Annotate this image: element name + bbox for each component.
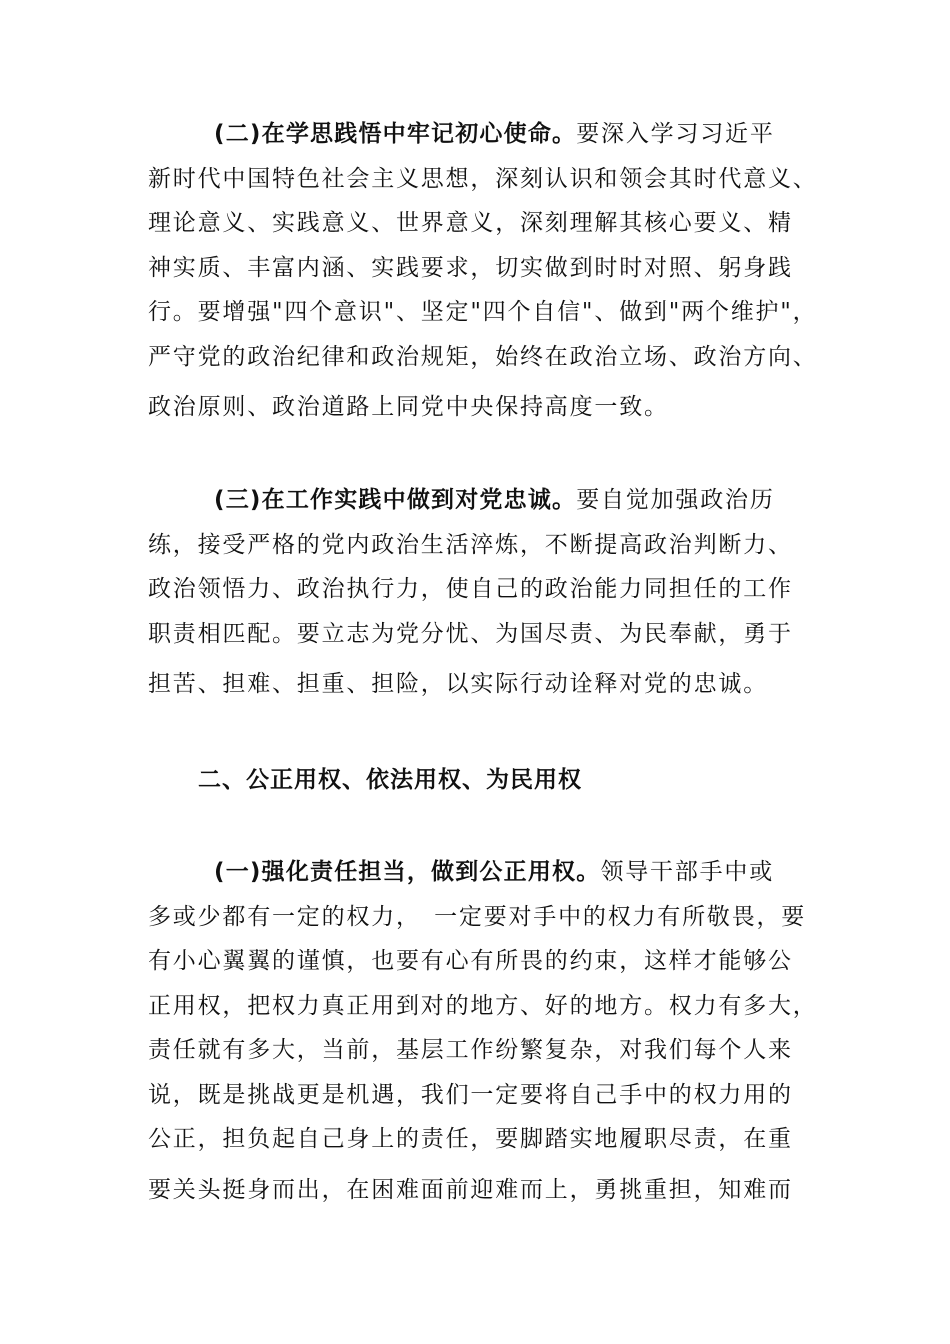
paragraph-line: 神实质、丰富内涵、实践要求，切实做到时时对照、躬身践 bbox=[148, 254, 793, 281]
paragraph-lead: (一)强化责任担当，做到公正用权。 bbox=[214, 859, 601, 885]
paragraph-line: 行。要增强"四个意识"、坚定"四个自信"、做到"两个维护"， bbox=[148, 299, 818, 325]
paragraph-lead: (二)在学思践悟中牢记初心使命。 bbox=[214, 121, 577, 147]
paragraph-line: 担苦、担难、担重、担险，以实际行动诠释对党的忠诚。 bbox=[148, 671, 768, 697]
section-heading: 二、公正用权、依法用权、为民用权 bbox=[198, 767, 582, 793]
paragraph-line: 职责相匹配。要立志为党分忧、为国尽责、为民奉献，勇于 bbox=[148, 620, 793, 647]
paragraph-section-1 bbox=[148, 850, 818, 1212]
paragraph-line: (二)在学思践悟中牢记初心使命。要深入学习习近平 bbox=[214, 121, 775, 147]
paragraph-line: 多或少都有一定的权力， 一定要对手中的权力有所敬畏，要 bbox=[148, 903, 807, 930]
paragraph-line: 公正，担负起自己身上的责任，要脚踏实地履职尽责，在重 bbox=[148, 1126, 793, 1152]
paragraph-section-2 bbox=[148, 112, 818, 430]
paragraph-line: 严守党的政治纪律和政治规矩，始终在政治立场、政治方向、 bbox=[148, 343, 818, 370]
paragraph-lead: (三)在工作实践中做到对党忠诚。 bbox=[214, 487, 577, 513]
paragraph-line: 正用权，把权力真正用到对的地方、好的地方。权力有多大， bbox=[148, 992, 818, 1019]
paragraph-line: (三)在工作实践中做到对党忠诚。要自觉加强政治历 bbox=[214, 487, 775, 513]
paragraph-line: 理论意义、实践意义、世界意义，深刻理解其核心要义、精 bbox=[148, 210, 793, 236]
paragraph-section-3 bbox=[148, 478, 818, 707]
paragraph-line: 政治领悟力、政治执行力，使自己的政治能力同担任的工作 bbox=[148, 576, 793, 602]
paragraph-line: 练，接受严格的党内政治生活淬炼，不断提高政治判断力、 bbox=[148, 531, 793, 558]
paragraph-line: 政治原则、政治道路上同党中央保持高度一致。 bbox=[148, 394, 669, 420]
paragraph-line: 说，既是挑战更是机遇，我们一定要将自己手中的权力用的 bbox=[148, 1081, 793, 1108]
paragraph-line: 要关头挺身而出，在困难面前迎难而上，勇挑重担，知难而 bbox=[148, 1176, 793, 1203]
paragraph-line: 责任就有多大，当前，基层工作纷繁复杂，对我们每个人来 bbox=[148, 1037, 793, 1063]
paragraph-line: 新时代中国特色社会主义思想，深刻认识和领会其时代意义、 bbox=[148, 165, 818, 192]
paragraph-line: 有小心翼翼的谨慎，也要有心有所畏的约束，这样才能够公 bbox=[148, 948, 793, 974]
paragraph-line: (一)强化责任担当，做到公正用权。领导干部手中或 bbox=[214, 859, 775, 885]
